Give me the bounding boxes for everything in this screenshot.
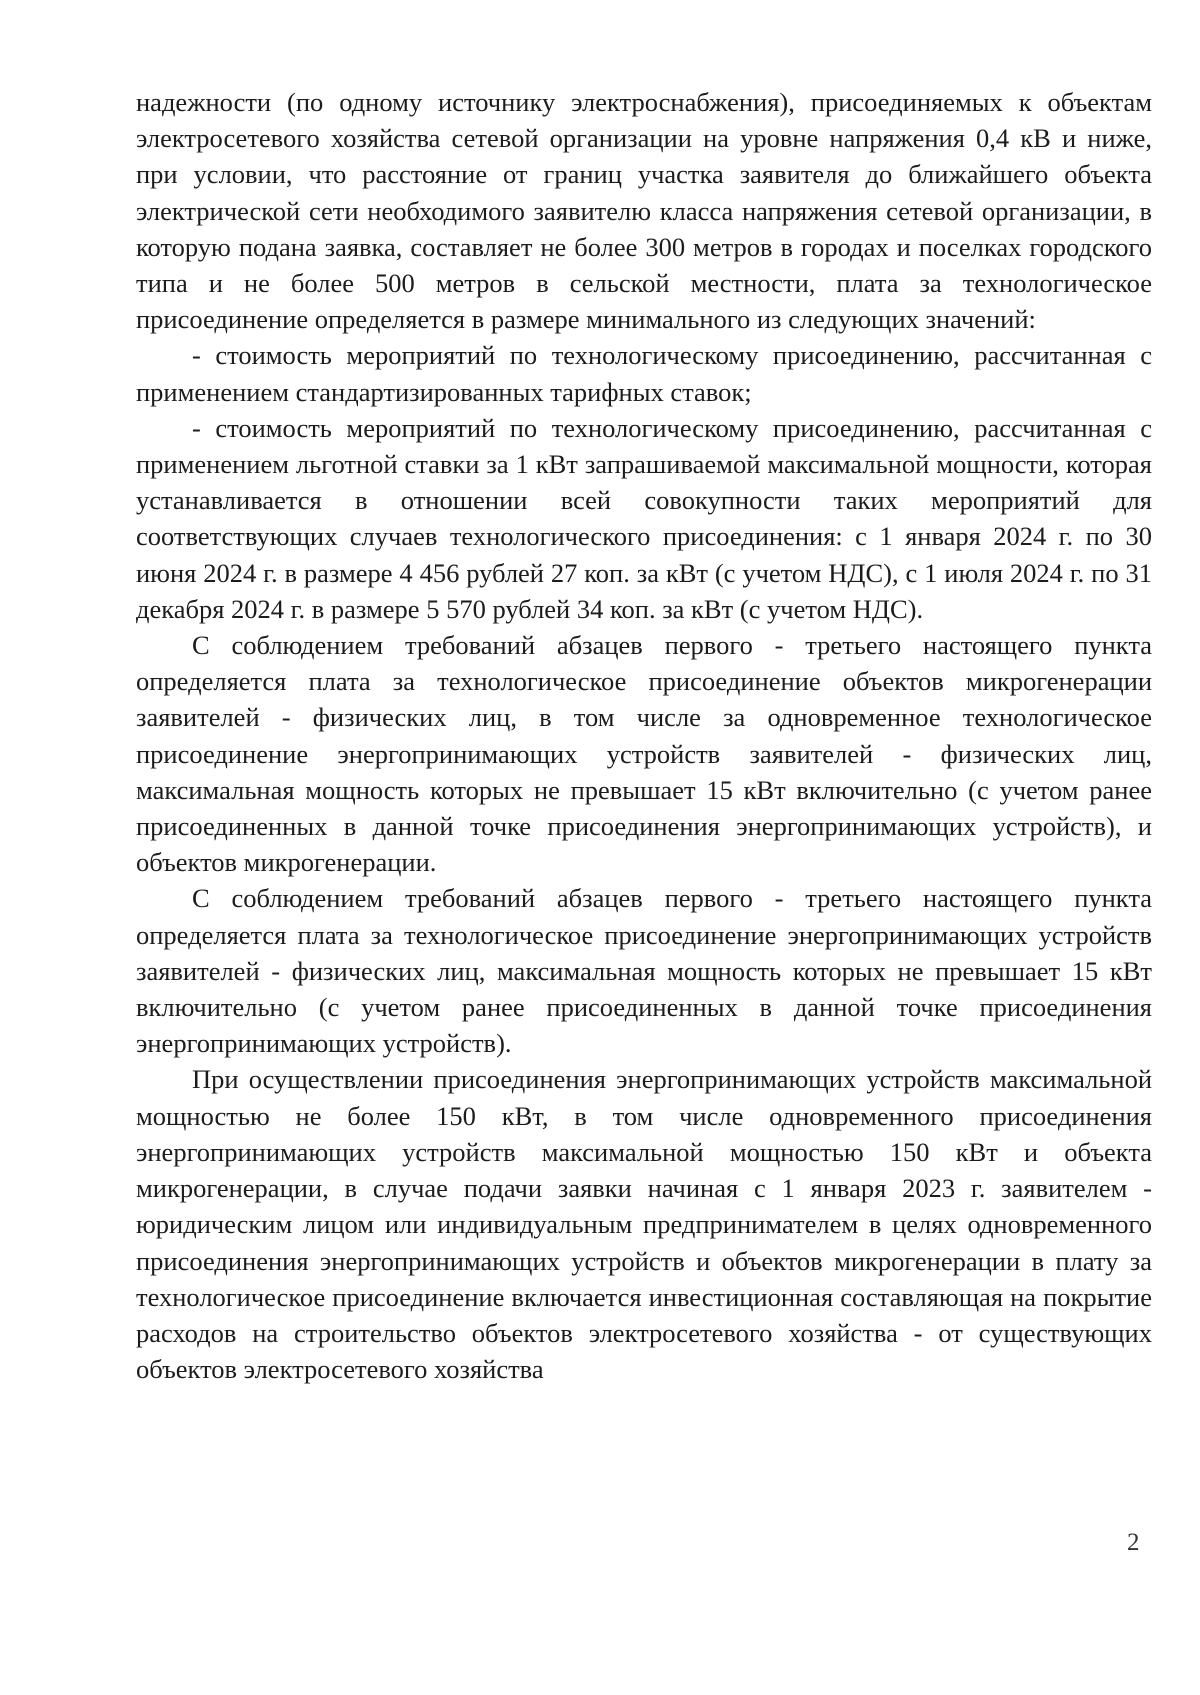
paragraph-150kw: При осуществлении присоединения энергопринимающих устройств максимальной мощностью не более 150 кВт, в том числе одновременного присоединения энергопринимающих устройств максимальной мощностью 150 кВт и объекта микрогенерации, в случае подачи заявки начиная с 1 января 2023 г. заявителем - юридическим лицом или индивидуальным предпринимателем в целях одновременного присоединения энергопринимающих устройств и объектов микрогенерации в плату за технологическое присоединение включается инвестиционная составляющая на покрытие расходов на строительство объектов электросетевого хозяйства - от существующих объектов электросетевого хозяйства bbox=[136, 1064, 1152, 1385]
list-item-preferential-rate: - стоимость мероприятий по технологическому присоединению, рассчитанная с применением льготной ставки за 1 кВт запрашиваемой максимальной мощности, которая устанавливается в отношении всей совокупности таких мероприятий для соответствующих случаев технологического присоединения: с 1 января 2024 г. по 30 июня 2024 г. в размере 4 456 рублей 27 коп. за кВт (с учетом НДС), с 1 июля 2024 г. по 31 декабря 2024 г. в размере 5 570 рублей 34 коп. за кВт (с учетом НДС). bbox=[136, 412, 1152, 624]
document-body bbox=[136, 84, 1152, 1387]
paragraph-individuals-15kw: С соблюдением требований абзацев первого - третьего настоящего пункта определяется плата за технологическое присоединение энергопринимающих устройств заявителей - физических лиц, максимальная мощность которых не превышает 15 кВт включительно (с учетом ранее присоединенных в данной точке присоединения энергопринимающих устройств). bbox=[136, 883, 1152, 1059]
paragraph-continuation: надежности (по одному источнику электроснабжения), присоединяемых к объектам электросетевого хозяйства сетевой организации на уровне напряжения 0,4 кВ и ниже, при условии, что расстояние от границ участка заявителя до ближайшего объекта электрической сети необходимого заявителю класса напряжения сетевой организации, в которую подана заявка, составляет не более 300 метров в городах и поселках городского типа и не более 500 метров в сельской местности, плата за технологическое присоединение определяется в размере минимального из следующих значений: bbox=[136, 87, 1152, 335]
page-number: 2 bbox=[1127, 1529, 1140, 1556]
paragraph-microgeneration: С соблюдением требований абзацев первого - третьего настоящего пункта определяется плата за технологическое присоединение объектов микрогенерации заявителей - физических лиц, в том числе за одновременное технологическое присоединение энергопринимающих устройств заявителей - физических лиц, максимальная мощность которых не превышает 15 кВт включительно (с учетом ранее присоединенных в данной точке присоединения энергопринимающих устройств), и объектов микрогенерации. bbox=[136, 630, 1152, 878]
list-item-standard-rates: - стоимость мероприятий по технологическому присоединению, рассчитанная с применением стандартизированных тарифных ставок; bbox=[136, 340, 1152, 407]
